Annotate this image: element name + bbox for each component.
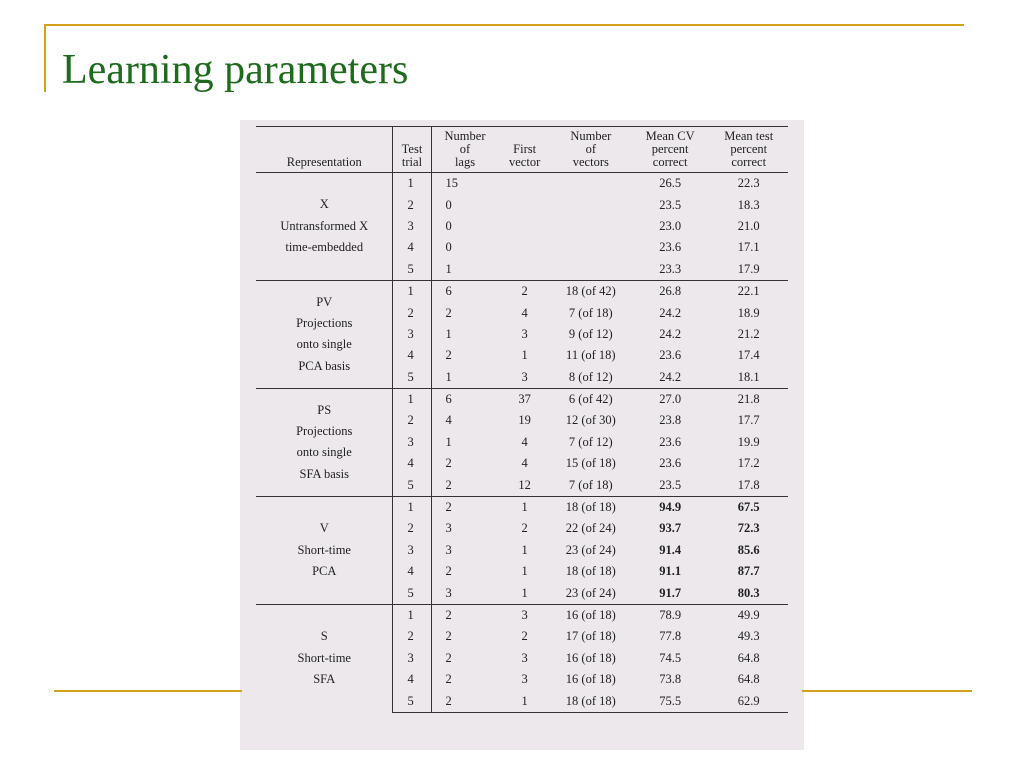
cell-cv: 23.6 (659, 434, 682, 449)
cell-test: 17.2 (737, 456, 760, 471)
cell-cv: 23.0 (659, 218, 682, 233)
cell-trial: 2 (393, 410, 431, 431)
representation-line: Projections (296, 316, 353, 331)
cell-trial: 4 (393, 669, 431, 690)
cell-lags: 2 (445, 672, 452, 687)
bottom-rule-left (54, 690, 242, 692)
cell-first: 4 (521, 456, 528, 471)
cell-test: 21.0 (737, 218, 760, 233)
bottom-rule-right (802, 690, 972, 692)
cell-first: 3 (521, 369, 528, 384)
cell-test: 21.8 (709, 388, 788, 410)
group-v (256, 496, 788, 604)
table-header (256, 127, 788, 173)
representation-line: PCA basis (298, 358, 351, 373)
header-mean-cv (631, 127, 710, 173)
cell-vectors: 6 (of 42) (551, 388, 631, 410)
table-row (256, 280, 788, 302)
cell-test: 19.9 (737, 434, 760, 449)
cell-test: 64.8 (737, 650, 760, 665)
table-row (256, 496, 788, 518)
representation-line: Projections (296, 423, 353, 438)
cell-cv: 27.0 (631, 388, 710, 410)
cell-test: 17.7 (737, 413, 760, 428)
cell-trial: 1 (393, 280, 431, 302)
cell-test: 49.3 (737, 629, 760, 644)
cell-lags: 2 (445, 629, 452, 644)
header-row (256, 127, 788, 173)
cell-vectors (551, 173, 631, 195)
cell-cv: 77.8 (659, 629, 682, 644)
cell-trial: 1 (393, 604, 431, 626)
cell-vectors: 23 (of 24) (565, 542, 616, 557)
representation-label (256, 388, 393, 496)
cell-first: 12 (518, 477, 531, 492)
cell-test: 18.9 (737, 305, 760, 320)
cell-trial: 5 (393, 367, 431, 389)
cell-lags: 6 (431, 280, 498, 302)
cell-first (498, 194, 550, 215)
cell-vectors: 18 (of 18) (551, 496, 631, 518)
cell-first: 3 (521, 672, 528, 687)
cell-cv: 93.7 (659, 521, 682, 536)
header-line: correct (731, 155, 767, 169)
cell-vectors (551, 259, 631, 281)
cell-first (498, 259, 550, 281)
cell-lags: 2 (445, 650, 452, 665)
cell-trial: 3 (393, 540, 431, 561)
cell-first: 4 (521, 305, 528, 320)
cell-lags: 2 (431, 496, 498, 518)
header-line: of (585, 142, 597, 156)
cell-test: 64.8 (737, 672, 760, 687)
cell-vectors: 23 (of 24) (565, 585, 616, 600)
header-line: trial (401, 155, 423, 169)
header-line: percent (651, 142, 689, 156)
table-row (256, 388, 788, 410)
cell-cv: 23.5 (659, 197, 682, 212)
header-line: percent (730, 142, 768, 156)
cell-trial: 4 (393, 345, 431, 366)
representation-line: onto single (296, 337, 352, 352)
representation-label (256, 173, 393, 281)
header-line: Mean test (724, 129, 774, 143)
cell-test: 22.1 (709, 280, 788, 302)
group-s (256, 604, 788, 712)
cell-cv: 24.2 (659, 326, 682, 341)
cell-first (498, 173, 550, 195)
cell-trial: 5 (393, 474, 431, 496)
cell-test: 17.4 (737, 348, 760, 363)
cell-lags: 1 (445, 369, 452, 384)
top-rule (44, 24, 964, 26)
cell-vectors (551, 194, 631, 215)
header-line: correct (652, 155, 688, 169)
header-line: vector (509, 155, 541, 169)
cell-lags: 0 (445, 218, 452, 233)
cell-trial: 4 (393, 453, 431, 474)
representation-line: X (319, 197, 329, 212)
cell-vectors: 11 (of 18) (566, 348, 616, 363)
cell-cv: 23.5 (659, 477, 682, 492)
header-line: of (459, 142, 471, 156)
cell-vectors: 8 (of 12) (568, 369, 613, 384)
cell-first: 2 (498, 280, 550, 302)
cell-lags: 2 (445, 564, 452, 579)
cell-first: 1 (521, 348, 528, 363)
cell-cv: 23.6 (659, 456, 682, 471)
cell-first: 3 (521, 326, 528, 341)
scanned-table-image (240, 120, 804, 750)
cell-trial: 5 (393, 582, 431, 604)
cell-vectors: 7 (of 18) (568, 477, 613, 492)
cell-vectors (551, 237, 631, 258)
cell-lags: 2 (445, 477, 452, 492)
cell-vectors: 16 (of 18) (551, 604, 631, 626)
cell-test: 21.2 (737, 326, 760, 341)
header-line: First (513, 142, 537, 156)
cell-cv: 23.6 (659, 240, 682, 255)
cell-test: 85.6 (737, 542, 760, 557)
cell-cv: 24.2 (659, 369, 682, 384)
cell-cv: 91.7 (659, 585, 682, 600)
cell-vectors: 18 (of 18) (565, 564, 616, 579)
cell-lags: 1 (445, 326, 452, 341)
cell-test: 18.3 (737, 197, 760, 212)
header-line: Number (570, 129, 612, 143)
cell-first (498, 216, 550, 237)
cell-cv: 74.5 (659, 650, 682, 665)
parameters-table (256, 126, 788, 713)
cell-trial: 1 (393, 173, 431, 195)
cell-first (498, 237, 550, 258)
cell-first: 2 (521, 629, 528, 644)
cell-lags: 1 (445, 434, 452, 449)
cell-trial: 4 (393, 237, 431, 258)
table-row (256, 173, 788, 195)
header-line: Test (401, 142, 423, 156)
cell-first: 19 (518, 413, 531, 428)
cell-cv: 23.3 (659, 261, 682, 276)
cell-lags: 2 (431, 604, 498, 626)
cell-cv: 24.2 (659, 305, 682, 320)
cell-first: 2 (521, 521, 528, 536)
representation-line: PS (317, 402, 332, 417)
header-line: vectors (572, 155, 609, 169)
cell-first: 37 (498, 388, 550, 410)
header-first-vector (498, 127, 550, 173)
cell-vectors: 18 (of 42) (551, 280, 631, 302)
cell-trial: 2 (393, 194, 431, 215)
cell-test: 67.5 (709, 496, 788, 518)
cell-trial: 1 (393, 496, 431, 518)
cell-trial: 2 (393, 518, 431, 539)
header-representation (256, 127, 393, 173)
cell-lags: 2 (445, 305, 452, 320)
cell-lags: 2 (445, 456, 452, 471)
cell-first: 1 (521, 585, 528, 600)
header-line: Representation (286, 155, 362, 169)
cell-first: 4 (521, 434, 528, 449)
cell-vectors: 7 (of 18) (568, 305, 613, 320)
cell-vectors: 16 (of 18) (565, 672, 616, 687)
header-test-trial (393, 127, 431, 173)
cell-lags: 0 (445, 197, 452, 212)
cell-cv: 91.4 (659, 542, 682, 557)
cell-lags: 0 (445, 240, 452, 255)
left-rule (44, 24, 46, 92)
cell-vectors: 16 (of 18) (565, 650, 616, 665)
cell-lags: 6 (431, 388, 498, 410)
cell-test: 62.9 (709, 690, 788, 712)
group-pv (256, 280, 788, 388)
representation-line: SFA (313, 672, 336, 687)
cell-trial: 3 (393, 324, 431, 345)
cell-trial: 3 (393, 432, 431, 453)
table-row (256, 604, 788, 626)
header-line: Mean CV (645, 129, 695, 143)
cell-vectors: 12 (of 30) (565, 413, 616, 428)
cell-vectors (551, 216, 631, 237)
cell-trial: 2 (393, 302, 431, 323)
cell-lags: 3 (445, 542, 452, 557)
representation-line: V (319, 521, 329, 536)
cell-first: 1 (498, 690, 550, 712)
cell-trial: 3 (393, 648, 431, 669)
cell-vectors: 22 (of 24) (565, 521, 616, 536)
cell-vectors: 18 (of 18) (551, 690, 631, 712)
cell-test: 18.1 (737, 369, 760, 384)
representation-line: S (320, 629, 328, 644)
cell-cv: 94.9 (631, 496, 710, 518)
representation-line: PCA (312, 564, 337, 579)
cell-trial: 5 (393, 259, 431, 281)
header-line: Number (444, 129, 486, 143)
cell-cv: 23.8 (659, 413, 682, 428)
representation-line: Short-time (297, 542, 351, 557)
cell-first: 1 (521, 564, 528, 579)
representation-line: time-embedded (285, 240, 364, 255)
cell-vectors: 9 (of 12) (568, 326, 613, 341)
cell-first: 3 (521, 650, 528, 665)
representation-line: Short-time (297, 650, 351, 665)
representation-line: SFA basis (299, 466, 349, 481)
page-title: Learning parameters (62, 47, 409, 93)
representation-label (256, 604, 393, 712)
representation-label (256, 280, 393, 388)
cell-lags: 3 (445, 585, 452, 600)
cell-test: 72.3 (737, 521, 760, 536)
cell-test: 80.3 (737, 585, 760, 600)
cell-cv: 26.5 (659, 176, 682, 191)
header-number-of-lags (431, 127, 498, 173)
representation-line: Untransformed X (280, 218, 369, 233)
cell-cv: 23.6 (659, 348, 682, 363)
header-mean-test (709, 127, 788, 173)
cell-vectors: 7 (of 12) (568, 434, 613, 449)
cell-trial: 5 (393, 690, 431, 712)
cell-vectors: 15 (of 18) (565, 456, 616, 471)
cell-trial: 4 (393, 561, 431, 582)
cell-lags: 4 (445, 413, 452, 428)
cell-lags: 15 (445, 176, 459, 191)
representation-label (256, 496, 393, 604)
cell-lags: 1 (445, 261, 452, 276)
header-line: lags (454, 155, 476, 169)
cell-lags: 2 (431, 690, 498, 712)
cell-trial: 1 (393, 388, 431, 410)
cell-test: 22.3 (737, 176, 760, 191)
cell-trial: 3 (393, 216, 431, 237)
cell-vectors: 17 (of 18) (565, 629, 616, 644)
cell-cv: 91.1 (659, 564, 682, 579)
cell-first: 1 (498, 496, 550, 518)
group-x (256, 173, 788, 281)
cell-test: 49.9 (709, 604, 788, 626)
cell-first: 3 (498, 604, 550, 626)
cell-cv: 75.5 (631, 690, 710, 712)
cell-cv: 78.9 (631, 604, 710, 626)
cell-test: 87.7 (737, 564, 760, 579)
cell-trial: 2 (393, 626, 431, 647)
cell-test: 17.1 (737, 240, 760, 255)
cell-cv: 26.8 (631, 280, 710, 302)
cell-lags: 2 (445, 348, 452, 363)
representation-line: PV (316, 294, 333, 309)
cell-first: 1 (521, 542, 528, 557)
group-ps (256, 388, 788, 496)
header-number-of-vectors (551, 127, 631, 173)
cell-cv: 73.8 (659, 672, 682, 687)
cell-test: 17.8 (737, 477, 760, 492)
representation-line: onto single (296, 445, 352, 460)
cell-test: 17.9 (737, 261, 760, 276)
cell-lags: 3 (445, 521, 452, 536)
